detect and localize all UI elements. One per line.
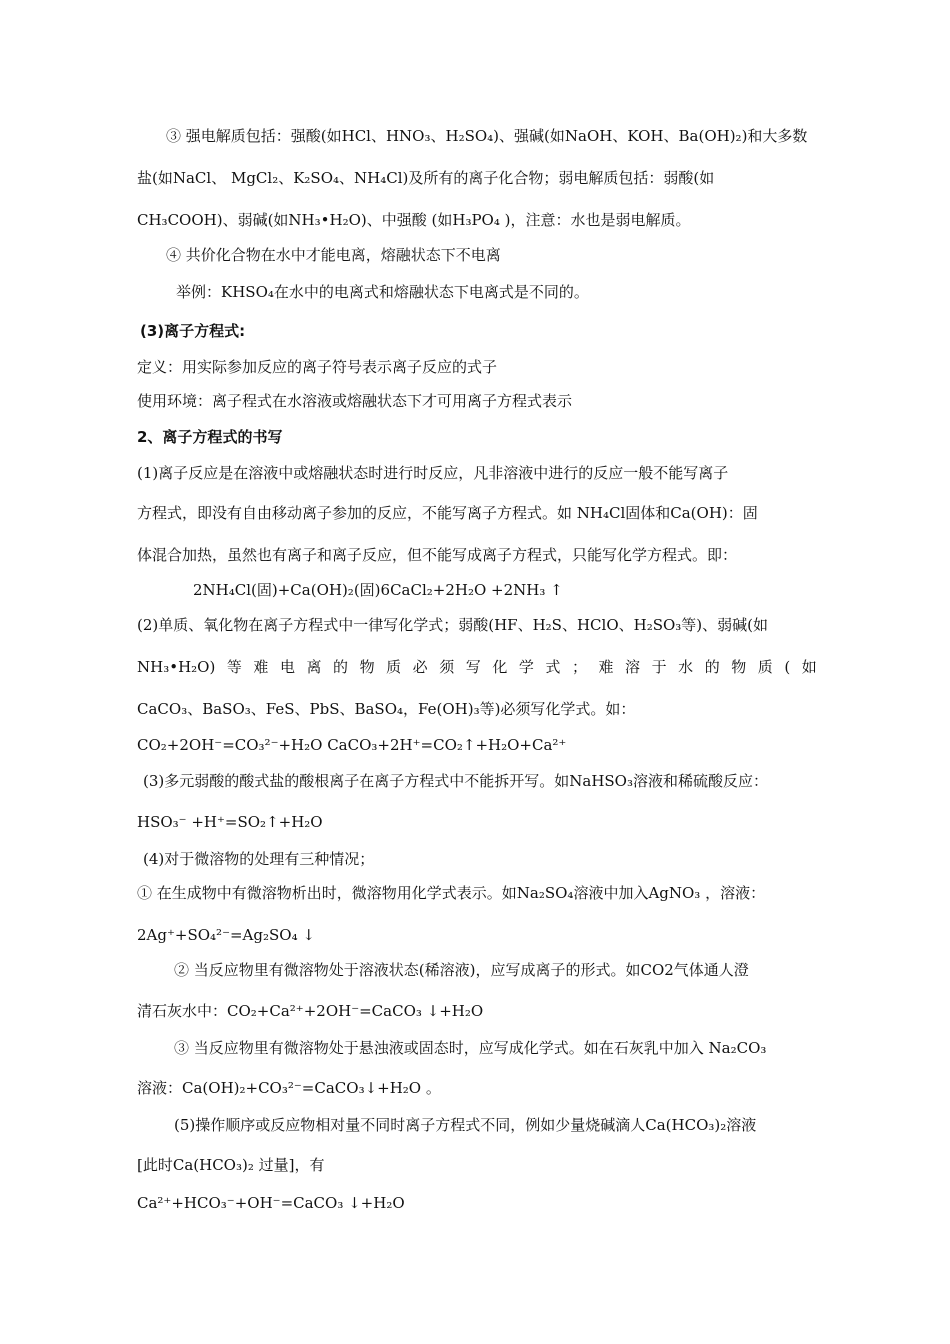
rule-4-case-2-line-2: 清石灰水中：CO₂+Ca²⁺+2OH⁻=CaCO₃ ↓+H₂O xyxy=(137,1002,484,1020)
usage-line: 使用环境：离子程式在水溶液或熔融状态下才可用离子方程式表示 xyxy=(137,392,573,410)
section-heading-ionic-equation: (3)离子方程式: xyxy=(140,322,246,340)
equation-co2-caco3: CO₂+2OH⁻=CO₃²⁻+H₂O CaCO₃+2H⁺=CO₂↑+H₂O+Ca²⁺ xyxy=(137,736,567,754)
equation-hso3: HSO₃⁻ +H⁺=SO₂↑+H₂O xyxy=(137,813,323,831)
rule-4-case-3-line-1: ③ 当反应物里有微溶物处于悬浊液或固态时，应写成化学式。如在石灰乳中加入 Na₂CO₃ xyxy=(174,1039,767,1057)
rule-4-case-1: ① 在生成物中有微溶物析出时，微溶物用化学式表示。如Na₂SO₄溶液中加入AgNO₃ ，溶液： xyxy=(137,884,766,902)
rule-1-line-1: (1)离子反应是在溶液中或熔融状态时进行时反应，凡非溶液中进行的反应一般不能写离子 xyxy=(137,464,729,482)
rule-2-line-1: (2)单质、氧化物在离子方程式中一律写化学式；弱酸(HF、H₂S、HClO、H₂SO₃等)、弱碱(如 xyxy=(137,616,768,634)
equation-ca-hco3: Ca²⁺+HCO₃⁻+OH⁻=CaCO₃ ↓+H₂O xyxy=(137,1194,405,1212)
rule-5-line-1: (5)操作顺序或反应物相对量不同时离子方程式不同，例如少量烧碱滴人Ca(HCO₃)₂溶液 xyxy=(174,1116,757,1134)
rule-4-case-3-line-2: 溶液：Ca(OH)₂+CO₃²⁻=CaCO₃↓+H₂O 。 xyxy=(137,1079,441,1097)
definition-line: 定义：用实际参加反应的离子符号表示离子反应的式子 xyxy=(137,358,498,376)
equation-nh4cl: 2NH₄Cl(固)+Ca(OH)₂(固)6CaCl₂+2H₂O +2NH₃ ↑ xyxy=(193,581,563,599)
khso4-example: 举例：KHSO₄在水中的电离式和熔融状态下电离式是不同的。 xyxy=(176,283,589,301)
rule-4-intro: (4)对于微溶物的处理有三种情况； xyxy=(143,850,375,868)
rule-4-case-2-line-1: ② 当反应物里有微溶物处于溶液状态(稀溶液)，应写成离子的形式。如CO2气体通人澄 xyxy=(174,961,749,979)
rule-1-line-3: 体混合加热，虽然也有离子和离子反应，但不能写成离子方程式，只能写化学方程式。即： xyxy=(137,546,738,564)
strong-electrolyte-line-2: 盐(如NaCl、 MgCl₂、K₂SO₄、NH₄Cl)及所有的离子化合物；弱电解质包括：弱酸(如 xyxy=(137,169,715,187)
section-heading-writing: 2、离子方程式的书写 xyxy=(137,428,283,446)
strong-electrolyte-line-3: CH₃COOH)、弱碱(如NH₃•H₂O)、中强酸 (如H₃PO₄ )，注意：水也是弱电解质。 xyxy=(137,211,691,229)
rule-2-line-3: CaCO₃、BaSO₃、FeS、PbS、BaSO₄，Fe(OH)₃等)必须写化学式。如： xyxy=(137,700,636,718)
rule-2-line-2: NH₃•H₂O) 等 难 电 离 的 物 质 必 须 写 化 学 式 ； 难 溶 于 水 的 物 质 ( 如 xyxy=(137,658,817,676)
equation-ag2so4: 2Ag⁺+SO₄²⁻=Ag₂SO₄ ↓ xyxy=(137,926,315,944)
rule-1-line-2: 方程式，即没有自由移动离子参加的反应，不能写离子方程式。如 NH₄Cl固体和Ca(OH)：固 xyxy=(137,504,758,522)
strong-electrolyte-line-1: ③ 强电解质包括：强酸(如HCl、HNO₃、H₂SO₄)、强碱(如NaOH、KOH、Ba(OH)₂)和大多数 xyxy=(166,127,808,145)
rule-3-line: (3)多元弱酸的酸式盐的酸根离子在离子方程式中不能拆开写。如NaHSO₃溶液和稀硫酸反应： xyxy=(143,772,768,790)
rule-5-line-2: [此时Ca(HCO₃)₂ 过量]，有 xyxy=(137,1156,325,1174)
covalent-compound-note: ④ 共价化合物在水中才能电离，熔融状态下不电离 xyxy=(166,246,501,264)
